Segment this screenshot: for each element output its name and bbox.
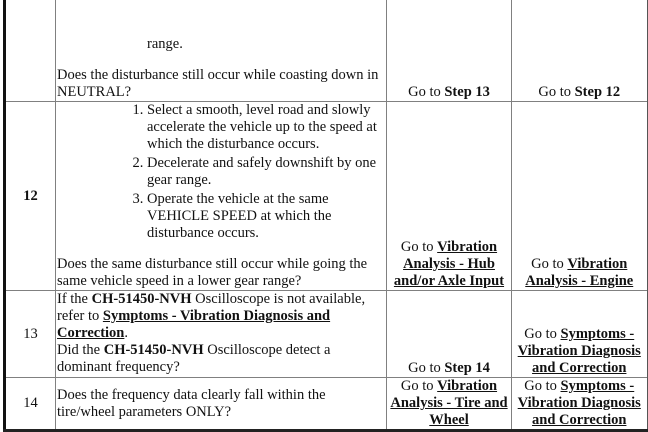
action-cell: Does the frequency data clearly fall within the tire/wheel parameters ONLY? <box>56 378 387 431</box>
step-number: 13 <box>5 291 56 378</box>
no-cell <box>512 102 648 291</box>
step-link[interactable]: Step 14 <box>444 360 490 376</box>
question-text: Does the disturbance still occur while coasting down in NEUTRAL? <box>57 67 379 100</box>
yes-cell <box>387 0 512 102</box>
step-number <box>5 102 56 291</box>
question-text: Did the <box>57 342 104 358</box>
table-row <box>5 102 648 291</box>
symptoms-link[interactable]: Symptoms - Vibration Diagnosis and Correction <box>57 308 331 341</box>
question-text: Does the same disturbance still occur while going the same vehicle speed in a lower gear range? <box>57 256 368 289</box>
diagnostic-table <box>3 0 648 432</box>
action-cell <box>56 291 387 378</box>
table-row <box>5 291 648 378</box>
go-to-label: Go to <box>400 378 438 394</box>
table-row <box>5 378 648 431</box>
tool-name: CH-51450-NVH <box>103 342 204 358</box>
tool-name: CH-51450-NVH <box>91 291 192 307</box>
action-text: Oscilloscope is not available, refer to <box>57 291 366 324</box>
no-cell <box>512 291 648 378</box>
symptoms-link[interactable]: Symptoms - Vibration Diagnosis and Correction <box>517 378 641 428</box>
question-text: Oscilloscope detect a dominant frequency? <box>57 342 331 375</box>
yes-cell <box>387 291 512 378</box>
go-to-label: Go to <box>400 239 438 255</box>
punctuation: . <box>124 325 128 341</box>
step-number <box>5 0 56 102</box>
go-to-label: Go to <box>524 378 561 394</box>
list-item: 3. Operate the vehicle at the same VEHICLE SPEED at which the disturbance occurs. <box>147 191 385 242</box>
yes-cell <box>387 102 512 291</box>
go-to-label: Go to <box>408 360 445 376</box>
yes-cell <box>387 378 512 431</box>
go-to-label: Go to <box>408 84 445 100</box>
step-link[interactable]: Step 12 <box>574 84 621 100</box>
no-cell <box>512 378 648 431</box>
step-link[interactable]: Step 13 <box>444 84 490 100</box>
go-to-label: Go to <box>531 256 568 272</box>
symptoms-link[interactable]: Symptoms - Vibration Diagnosis and Correction <box>517 326 641 376</box>
list-item: 2. Decelerate and safely downshift by one gear range. <box>147 155 385 189</box>
table-row <box>5 0 648 102</box>
vibration-analysis-tire-link[interactable]: Vibration Analysis - Tire and Wheel <box>390 378 508 428</box>
action-text: If the <box>57 291 92 307</box>
action-text: range. <box>147 36 183 52</box>
vibration-analysis-hub-link[interactable]: Vibration Analysis - Hub and/or Axle Input <box>393 239 505 289</box>
action-cell <box>56 0 387 102</box>
no-cell <box>512 0 648 102</box>
vibration-analysis-engine-link[interactable]: Vibration Analysis - Engine <box>525 256 634 289</box>
action-cell <box>56 102 387 291</box>
go-to-label: Go to <box>524 326 561 342</box>
list-item: 1. Select a smooth, level road and slowly accelerate the vehicle up to the speed at which the disturbance occurs. <box>147 102 385 153</box>
step-number: 14 <box>5 378 56 431</box>
step-number-text: 12 <box>23 187 38 204</box>
step-list <box>57 102 385 242</box>
go-to-label: Go to <box>538 84 575 100</box>
